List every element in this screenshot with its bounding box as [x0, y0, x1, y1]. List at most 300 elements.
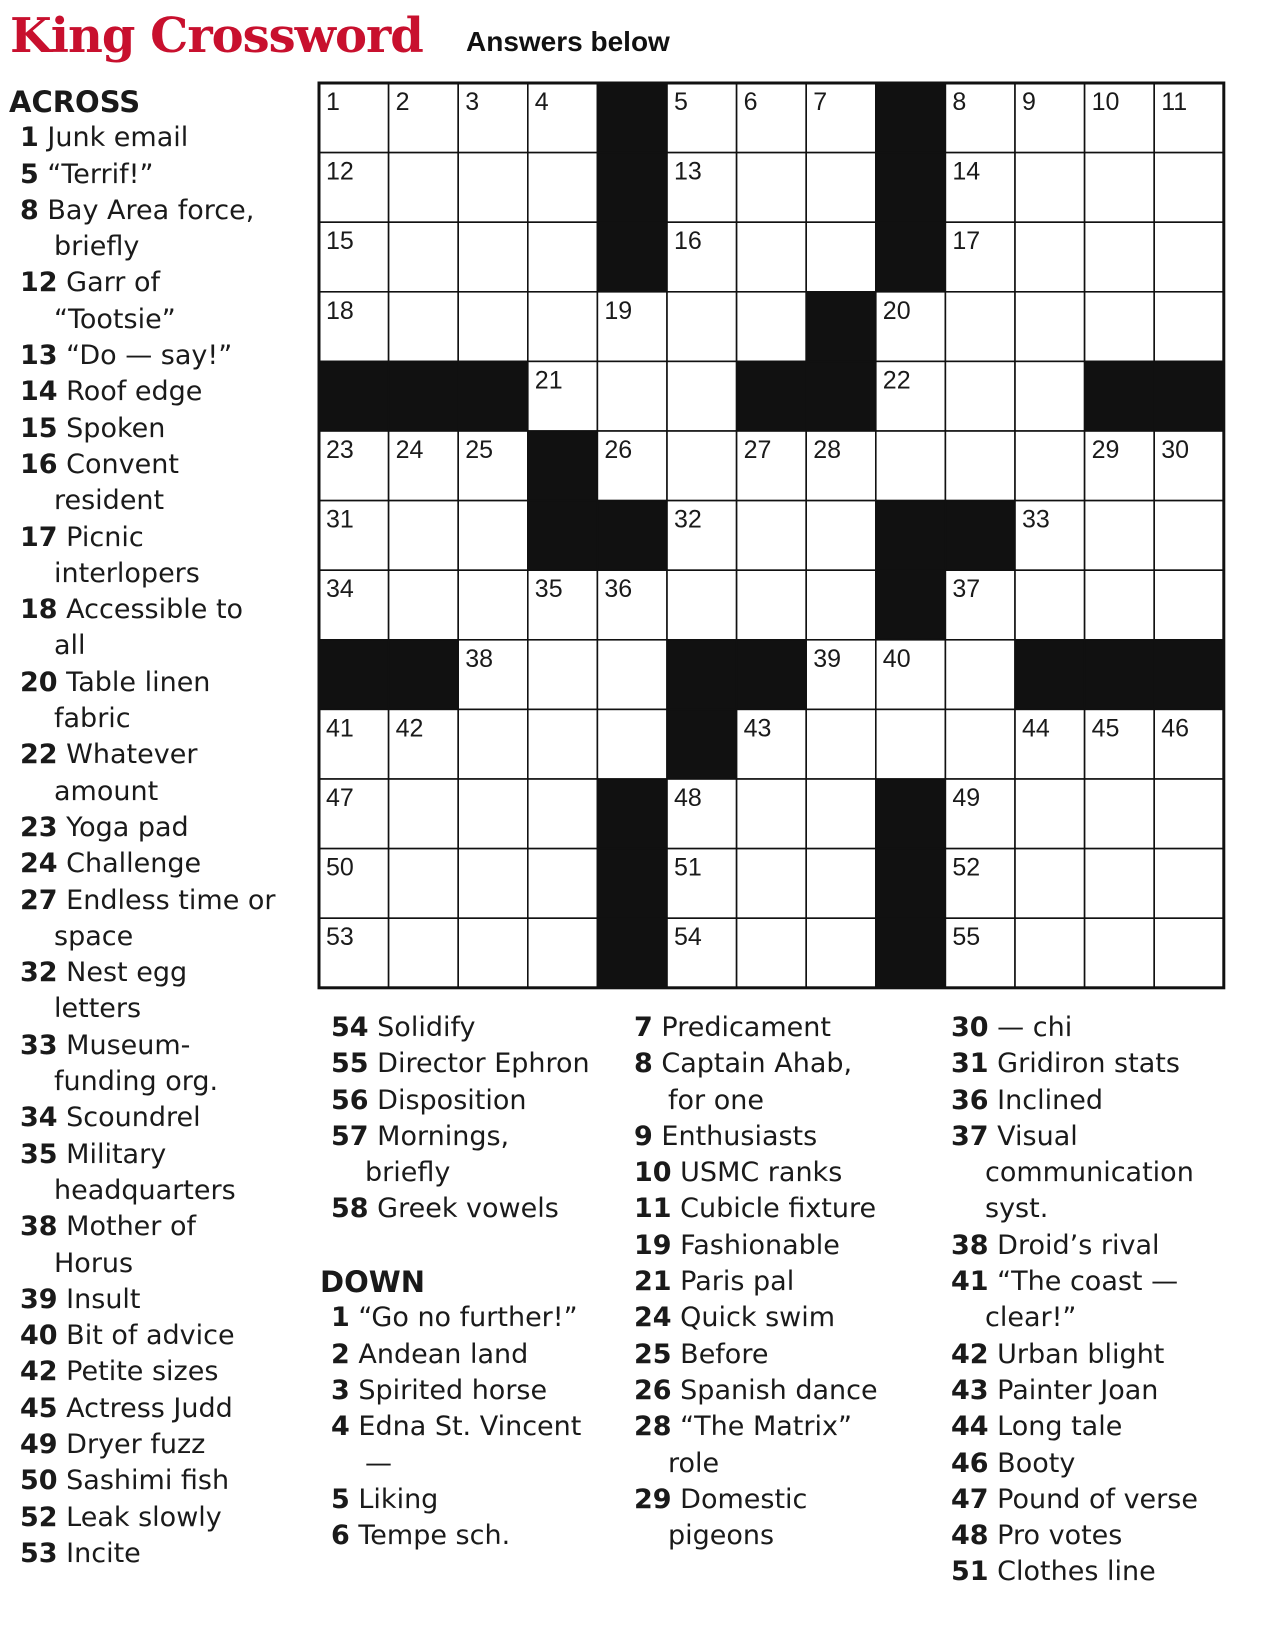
clue-number: 34 [20, 1102, 58, 1134]
crossword-grid [319, 83, 1227, 991]
clue-text: Captain Ahab, [661, 1048, 853, 1080]
black-square [319, 640, 389, 710]
grid-cell[interactable] [597, 640, 667, 710]
cell-number: 34 [326, 575, 354, 604]
clue-text: Liking [358, 1483, 439, 1515]
clue-number: 14 [20, 376, 58, 408]
grid-cell[interactable] [1015, 570, 1085, 640]
down-clue-36 [951, 1083, 1261, 1119]
cell-number: 2 [395, 88, 410, 116]
grid-cell[interactable] [597, 361, 667, 431]
grid-cell[interactable] [528, 779, 598, 849]
clue-number: 4 [331, 1411, 350, 1443]
clue-text: Fashionable [680, 1229, 840, 1261]
cell-number: 13 [674, 157, 702, 186]
black-square [806, 292, 876, 362]
clue-number: 10 [634, 1157, 672, 1189]
across-list-b [320, 1010, 620, 1228]
grid-cell[interactable] [389, 779, 459, 849]
clue-number: 55 [331, 1048, 369, 1080]
cell-number: 39 [813, 644, 842, 673]
black-square [597, 779, 667, 849]
across-clue-18 [20, 592, 309, 665]
clue-number: 26 [634, 1374, 672, 1406]
clue-text: Booty [997, 1447, 1076, 1479]
grid-cell[interactable] [945, 361, 1015, 431]
down-clue-51 [951, 1554, 1261, 1590]
clue-number: 12 [20, 267, 58, 299]
grid-cell[interactable] [458, 709, 528, 779]
clue-continuation: briefly [365, 1157, 451, 1189]
grid-cell[interactable] [1015, 292, 1085, 362]
clues-column-3 [634, 1010, 946, 1554]
cell-number: 48 [674, 784, 702, 812]
clue-number: 54 [331, 1012, 369, 1043]
grid-cell[interactable] [1154, 501, 1224, 571]
clue-first-line [20, 1100, 309, 1136]
grid-cell[interactable] [806, 849, 876, 919]
grid-cell[interactable] [1085, 501, 1155, 571]
grid-cell[interactable] [528, 709, 598, 779]
cell-number: 17 [952, 227, 981, 256]
grid-cell[interactable] [1154, 779, 1224, 849]
clue-text: Roof edge [66, 376, 203, 408]
cell-number: 1 [326, 88, 340, 116]
grid-cell[interactable] [945, 431, 1015, 501]
grid-cell[interactable] [806, 709, 876, 779]
grid-cell[interactable] [458, 779, 528, 849]
across-clue-52 [20, 1500, 309, 1536]
grid-cell[interactable] [1015, 153, 1085, 223]
grid-cell[interactable] [667, 361, 737, 431]
cell-number: 18 [326, 296, 354, 325]
clue-text: Quick swim [680, 1302, 836, 1334]
down-clue-9 [634, 1119, 946, 1155]
grid-cell[interactable] [528, 292, 598, 362]
page-subtitle: Answers below [466, 26, 670, 57]
grid-cell[interactable] [945, 709, 1015, 779]
clue-first-line [634, 1046, 946, 1082]
grid-cell[interactable] [1154, 570, 1224, 640]
across-heading: ACROSS [9, 85, 141, 119]
clue-text: Leak slowly [66, 1501, 222, 1533]
clue-first-line [20, 737, 309, 773]
cell-number: 16 [674, 227, 702, 256]
down-clue-1 [331, 1300, 620, 1336]
grid-cell[interactable] [1085, 222, 1155, 292]
clue-text: Cubicle fixture [680, 1193, 877, 1225]
clue-text: Andean land [358, 1338, 529, 1370]
clue-number: 27 [20, 884, 58, 916]
clue-first-line [634, 1191, 946, 1227]
grid-cell[interactable] [458, 153, 528, 223]
black-square [737, 361, 807, 431]
grid-cell[interactable] [806, 779, 876, 849]
grid-cell[interactable] [389, 501, 459, 571]
black-square [737, 640, 807, 710]
down-clue-19 [634, 1228, 946, 1264]
grid-cell[interactable] [458, 501, 528, 571]
clue-continuation: fabric [54, 703, 131, 735]
clue-continuation: headquarters [54, 1174, 236, 1206]
clue-text: Sashimi fish [66, 1465, 230, 1497]
clue-first-line [20, 1282, 309, 1318]
clue-first-line [951, 1119, 1261, 1155]
clue-text: Dryer fuzz [66, 1428, 206, 1460]
grid-cell[interactable] [1154, 292, 1224, 362]
clue-number: 33 [20, 1029, 58, 1061]
grid-cell[interactable] [1085, 153, 1155, 223]
clue-first-line [20, 883, 309, 919]
grid-cell[interactable] [1015, 779, 1085, 849]
cell-number: 51 [674, 853, 702, 882]
clue-text: Edna St. Vincent [358, 1411, 582, 1443]
clue-first-line [634, 1264, 946, 1300]
clue-number: 35 [20, 1138, 58, 1170]
across-clue-22 [20, 737, 309, 810]
black-square [597, 501, 667, 571]
clue-number: 2 [331, 1338, 350, 1370]
across-clue-45 [20, 1391, 309, 1427]
clue-continuation: pigeons [668, 1520, 775, 1552]
grid-cell[interactable] [1085, 849, 1155, 919]
clue-first-line [20, 1318, 309, 1354]
clue-number: 38 [20, 1211, 58, 1243]
clue-text: Whatever [66, 739, 198, 771]
grid-cell[interactable] [389, 153, 459, 223]
grid-cell[interactable] [945, 640, 1015, 710]
clue-first-line [20, 1500, 309, 1536]
across-clue-50 [20, 1463, 309, 1499]
across-clue-42 [20, 1354, 309, 1390]
clue-number: 5 [331, 1483, 350, 1515]
clue-text: Enthusiasts [661, 1120, 818, 1152]
black-square [319, 361, 389, 431]
grid-cell[interactable] [667, 431, 737, 501]
clue-first-line [331, 1046, 620, 1082]
grid-cell[interactable] [1015, 361, 1085, 431]
clue-number: 1 [331, 1302, 350, 1334]
down-clue-29 [634, 1482, 946, 1555]
down-clue-10 [634, 1155, 946, 1191]
clue-first-line [331, 1518, 620, 1554]
clue-first-line [20, 447, 309, 483]
clue-first-line [20, 1354, 309, 1390]
cell-number: 40 [882, 644, 911, 673]
down-clue-38 [951, 1228, 1261, 1264]
clue-continuation: amount [54, 775, 159, 807]
clue-text: Spirited horse [358, 1374, 548, 1406]
clue-number: 50 [20, 1465, 58, 1497]
clue-first-line [20, 955, 309, 991]
clue-number: 22 [20, 739, 58, 771]
cell-number: 53 [326, 923, 354, 952]
clue-first-line [951, 1264, 1261, 1300]
across-clue-13 [20, 338, 309, 374]
clue-first-line [20, 338, 309, 374]
grid-cell[interactable] [737, 570, 807, 640]
down-clue-26 [634, 1373, 946, 1409]
clue-text: Endless time or [66, 884, 276, 916]
across-clues-column [9, 84, 309, 1572]
grid-cell[interactable] [528, 222, 598, 292]
grid-cell[interactable] [389, 292, 459, 362]
grid-cell[interactable] [1085, 918, 1155, 988]
grid-cell[interactable] [806, 918, 876, 988]
clue-first-line [331, 1409, 620, 1445]
cell-number: 47 [326, 784, 354, 812]
clue-first-line [951, 1373, 1261, 1409]
clue-first-line [951, 1337, 1261, 1373]
clue-number: 11 [634, 1193, 672, 1225]
grid-cell[interactable] [1154, 153, 1224, 223]
down-list-b [634, 1010, 946, 1554]
across-clue-12 [20, 265, 309, 338]
black-square [945, 501, 1015, 571]
cell-number: 24 [395, 436, 424, 464]
grid-cell[interactable] [389, 849, 459, 919]
grid-cell[interactable] [945, 292, 1015, 362]
cell-number: 42 [395, 714, 424, 743]
grid-cell[interactable] [737, 779, 807, 849]
grid-cell[interactable] [1015, 849, 1085, 919]
clues-column-2 [320, 1010, 620, 1554]
grid-cell[interactable] [528, 849, 598, 919]
cell-number: 12 [326, 157, 354, 186]
grid-cell[interactable] [597, 709, 667, 779]
clue-number: 8 [20, 194, 39, 226]
grid-cell[interactable] [1085, 292, 1155, 362]
clue-text: Director Ephron [377, 1048, 590, 1080]
grid-cell[interactable] [389, 222, 459, 292]
grid-cell[interactable] [737, 501, 807, 571]
clue-text: Table linen [66, 666, 211, 698]
clue-text: — chi [997, 1012, 1073, 1043]
down-list-a [320, 1300, 620, 1554]
clue-text: Paris pal [680, 1266, 795, 1298]
across-clue-39 [20, 1282, 309, 1318]
across-clue-34 [20, 1100, 309, 1136]
clue-text: Military [66, 1138, 167, 1170]
cell-number: 50 [326, 853, 354, 882]
cell-number: 21 [534, 366, 563, 395]
clue-first-line [20, 1427, 309, 1463]
grid-cell[interactable] [876, 431, 946, 501]
across-clue-27 [20, 883, 309, 956]
black-square [597, 222, 667, 292]
grid-cell[interactable] [389, 570, 459, 640]
clue-number: 8 [634, 1048, 653, 1080]
clue-text: USMC ranks [680, 1157, 843, 1189]
across-clue-16 [20, 447, 309, 520]
clue-continuation: space [54, 920, 134, 952]
clue-first-line [20, 1209, 309, 1245]
cell-number: 19 [604, 296, 633, 325]
black-square [597, 849, 667, 919]
clue-text: Bit of advice [66, 1320, 235, 1352]
grid-cell[interactable] [876, 709, 946, 779]
cell-number: 55 [952, 923, 981, 952]
grid-cell[interactable] [737, 292, 807, 362]
clue-text: Mornings, [377, 1120, 510, 1152]
black-square [458, 361, 528, 431]
cell-number: 3 [465, 88, 480, 116]
cell-number: 8 [952, 88, 967, 116]
grid-cell[interactable] [1154, 918, 1224, 988]
cell-number: 32 [674, 505, 702, 534]
clue-first-line [634, 1409, 946, 1445]
down-clue-8 [634, 1046, 946, 1119]
clue-number: 56 [331, 1084, 369, 1116]
clue-text: Spoken [66, 412, 166, 444]
grid-cell[interactable] [737, 153, 807, 223]
grid-cell[interactable] [667, 292, 737, 362]
clue-number: 42 [20, 1356, 58, 1388]
clue-text: Long tale [997, 1411, 1123, 1443]
down-clue-2 [331, 1337, 620, 1373]
down-clue-6 [331, 1518, 620, 1554]
clue-first-line [331, 1119, 620, 1155]
clue-number: 25 [634, 1338, 672, 1370]
across-clue-40 [20, 1318, 309, 1354]
grid-cell[interactable] [528, 640, 598, 710]
grid-cell[interactable] [806, 570, 876, 640]
clue-number: 15 [20, 412, 58, 444]
clue-number: 39 [20, 1283, 58, 1315]
clue-continuation: — [365, 1447, 392, 1479]
cell-number: 44 [1022, 714, 1050, 743]
across-clue-15 [20, 411, 309, 447]
clue-number: 52 [20, 1501, 58, 1533]
clue-number: 46 [951, 1447, 989, 1479]
black-square [876, 918, 946, 988]
crossword-grid-svg [319, 83, 1227, 991]
clue-number: 57 [331, 1120, 369, 1152]
down-clue-7 [634, 1010, 946, 1046]
grid-cell[interactable] [667, 570, 737, 640]
clue-first-line [20, 193, 309, 229]
clue-first-line [634, 1119, 946, 1155]
black-square [876, 83, 946, 153]
down-clue-30 [951, 1010, 1261, 1046]
clue-first-line [634, 1373, 946, 1409]
cell-number: 52 [952, 853, 981, 882]
clue-number: 17 [20, 521, 58, 553]
clue-text: Insult [66, 1283, 141, 1315]
grid-cell[interactable] [806, 153, 876, 223]
grid-cell[interactable] [1085, 779, 1155, 849]
grid-cell[interactable] [1085, 570, 1155, 640]
clue-first-line [20, 265, 309, 301]
clue-number: 41 [951, 1266, 989, 1298]
black-square [876, 222, 946, 292]
clue-first-line [20, 1391, 309, 1427]
cell-number: 27 [743, 436, 772, 464]
clue-continuation: briefly [54, 231, 140, 263]
across-clue-35 [20, 1137, 309, 1210]
clue-text: Before [680, 1338, 769, 1370]
grid-cell[interactable] [389, 918, 459, 988]
clue-first-line [951, 1482, 1261, 1518]
clue-continuation: Horus [54, 1247, 134, 1279]
clue-number: 43 [951, 1374, 989, 1406]
grid-cell[interactable] [806, 222, 876, 292]
grid-cell[interactable] [458, 222, 528, 292]
across-clue-57 [331, 1119, 620, 1192]
grid-cell[interactable] [458, 918, 528, 988]
clue-first-line [20, 374, 309, 410]
clue-first-line [331, 1191, 620, 1227]
grid-cell[interactable] [1154, 849, 1224, 919]
black-square [876, 501, 946, 571]
across-clue-17 [20, 520, 309, 593]
across-clue-58 [331, 1191, 620, 1227]
clue-first-line [951, 1554, 1261, 1590]
clue-text: Picnic [66, 521, 144, 553]
across-clue-23 [20, 810, 309, 846]
clue-number: 16 [20, 448, 58, 480]
grid-cell[interactable] [458, 849, 528, 919]
clue-text: Pro votes [997, 1520, 1123, 1552]
clue-text: Pound of verse [997, 1483, 1198, 1515]
cell-number: 26 [604, 436, 633, 464]
grid-cell[interactable] [528, 918, 598, 988]
grid-cell[interactable] [528, 153, 598, 223]
across-clue-55 [331, 1046, 620, 1082]
clue-text: “Terrif!” [47, 158, 154, 190]
cell-number: 54 [674, 923, 702, 952]
clue-text: Yoga pad [66, 811, 189, 843]
grid-cell[interactable] [458, 570, 528, 640]
clue-text: Petite sizes [66, 1356, 219, 1388]
cell-number: 11 [1161, 88, 1188, 116]
grid-cell[interactable] [1015, 918, 1085, 988]
grid-cell[interactable] [458, 292, 528, 362]
black-square [1154, 640, 1224, 710]
cell-number: 33 [1022, 505, 1050, 534]
clue-first-line [20, 157, 309, 193]
clue-first-line [20, 1137, 309, 1173]
clue-continuation: communication [985, 1157, 1194, 1189]
clue-text: Challenge [66, 848, 202, 880]
grid-cell[interactable] [1015, 431, 1085, 501]
cell-number: 22 [882, 366, 911, 395]
black-square [876, 849, 946, 919]
down-clue-11 [634, 1191, 946, 1227]
clue-text: Museum- [66, 1029, 191, 1061]
clue-first-line [634, 1482, 946, 1518]
clue-first-line [20, 1536, 309, 1572]
clue-first-line [951, 1518, 1261, 1554]
grid-cell[interactable] [806, 501, 876, 571]
clue-text: Nest egg [66, 957, 188, 989]
clue-continuation: resident [54, 485, 165, 517]
down-clue-47 [951, 1482, 1261, 1518]
clue-first-line [951, 1083, 1261, 1119]
grid-cell[interactable] [1015, 222, 1085, 292]
clue-continuation: clear!” [985, 1302, 1077, 1334]
cell-number: 38 [465, 644, 494, 673]
black-square [1015, 640, 1085, 710]
across-list-a [9, 120, 309, 1572]
cell-number: 31 [326, 505, 354, 534]
grid-cell[interactable] [1154, 222, 1224, 292]
grid-cell[interactable] [737, 222, 807, 292]
clue-first-line [951, 1446, 1261, 1482]
grid-cell[interactable] [737, 849, 807, 919]
clue-first-line [331, 1482, 620, 1518]
grid-cell[interactable] [737, 918, 807, 988]
